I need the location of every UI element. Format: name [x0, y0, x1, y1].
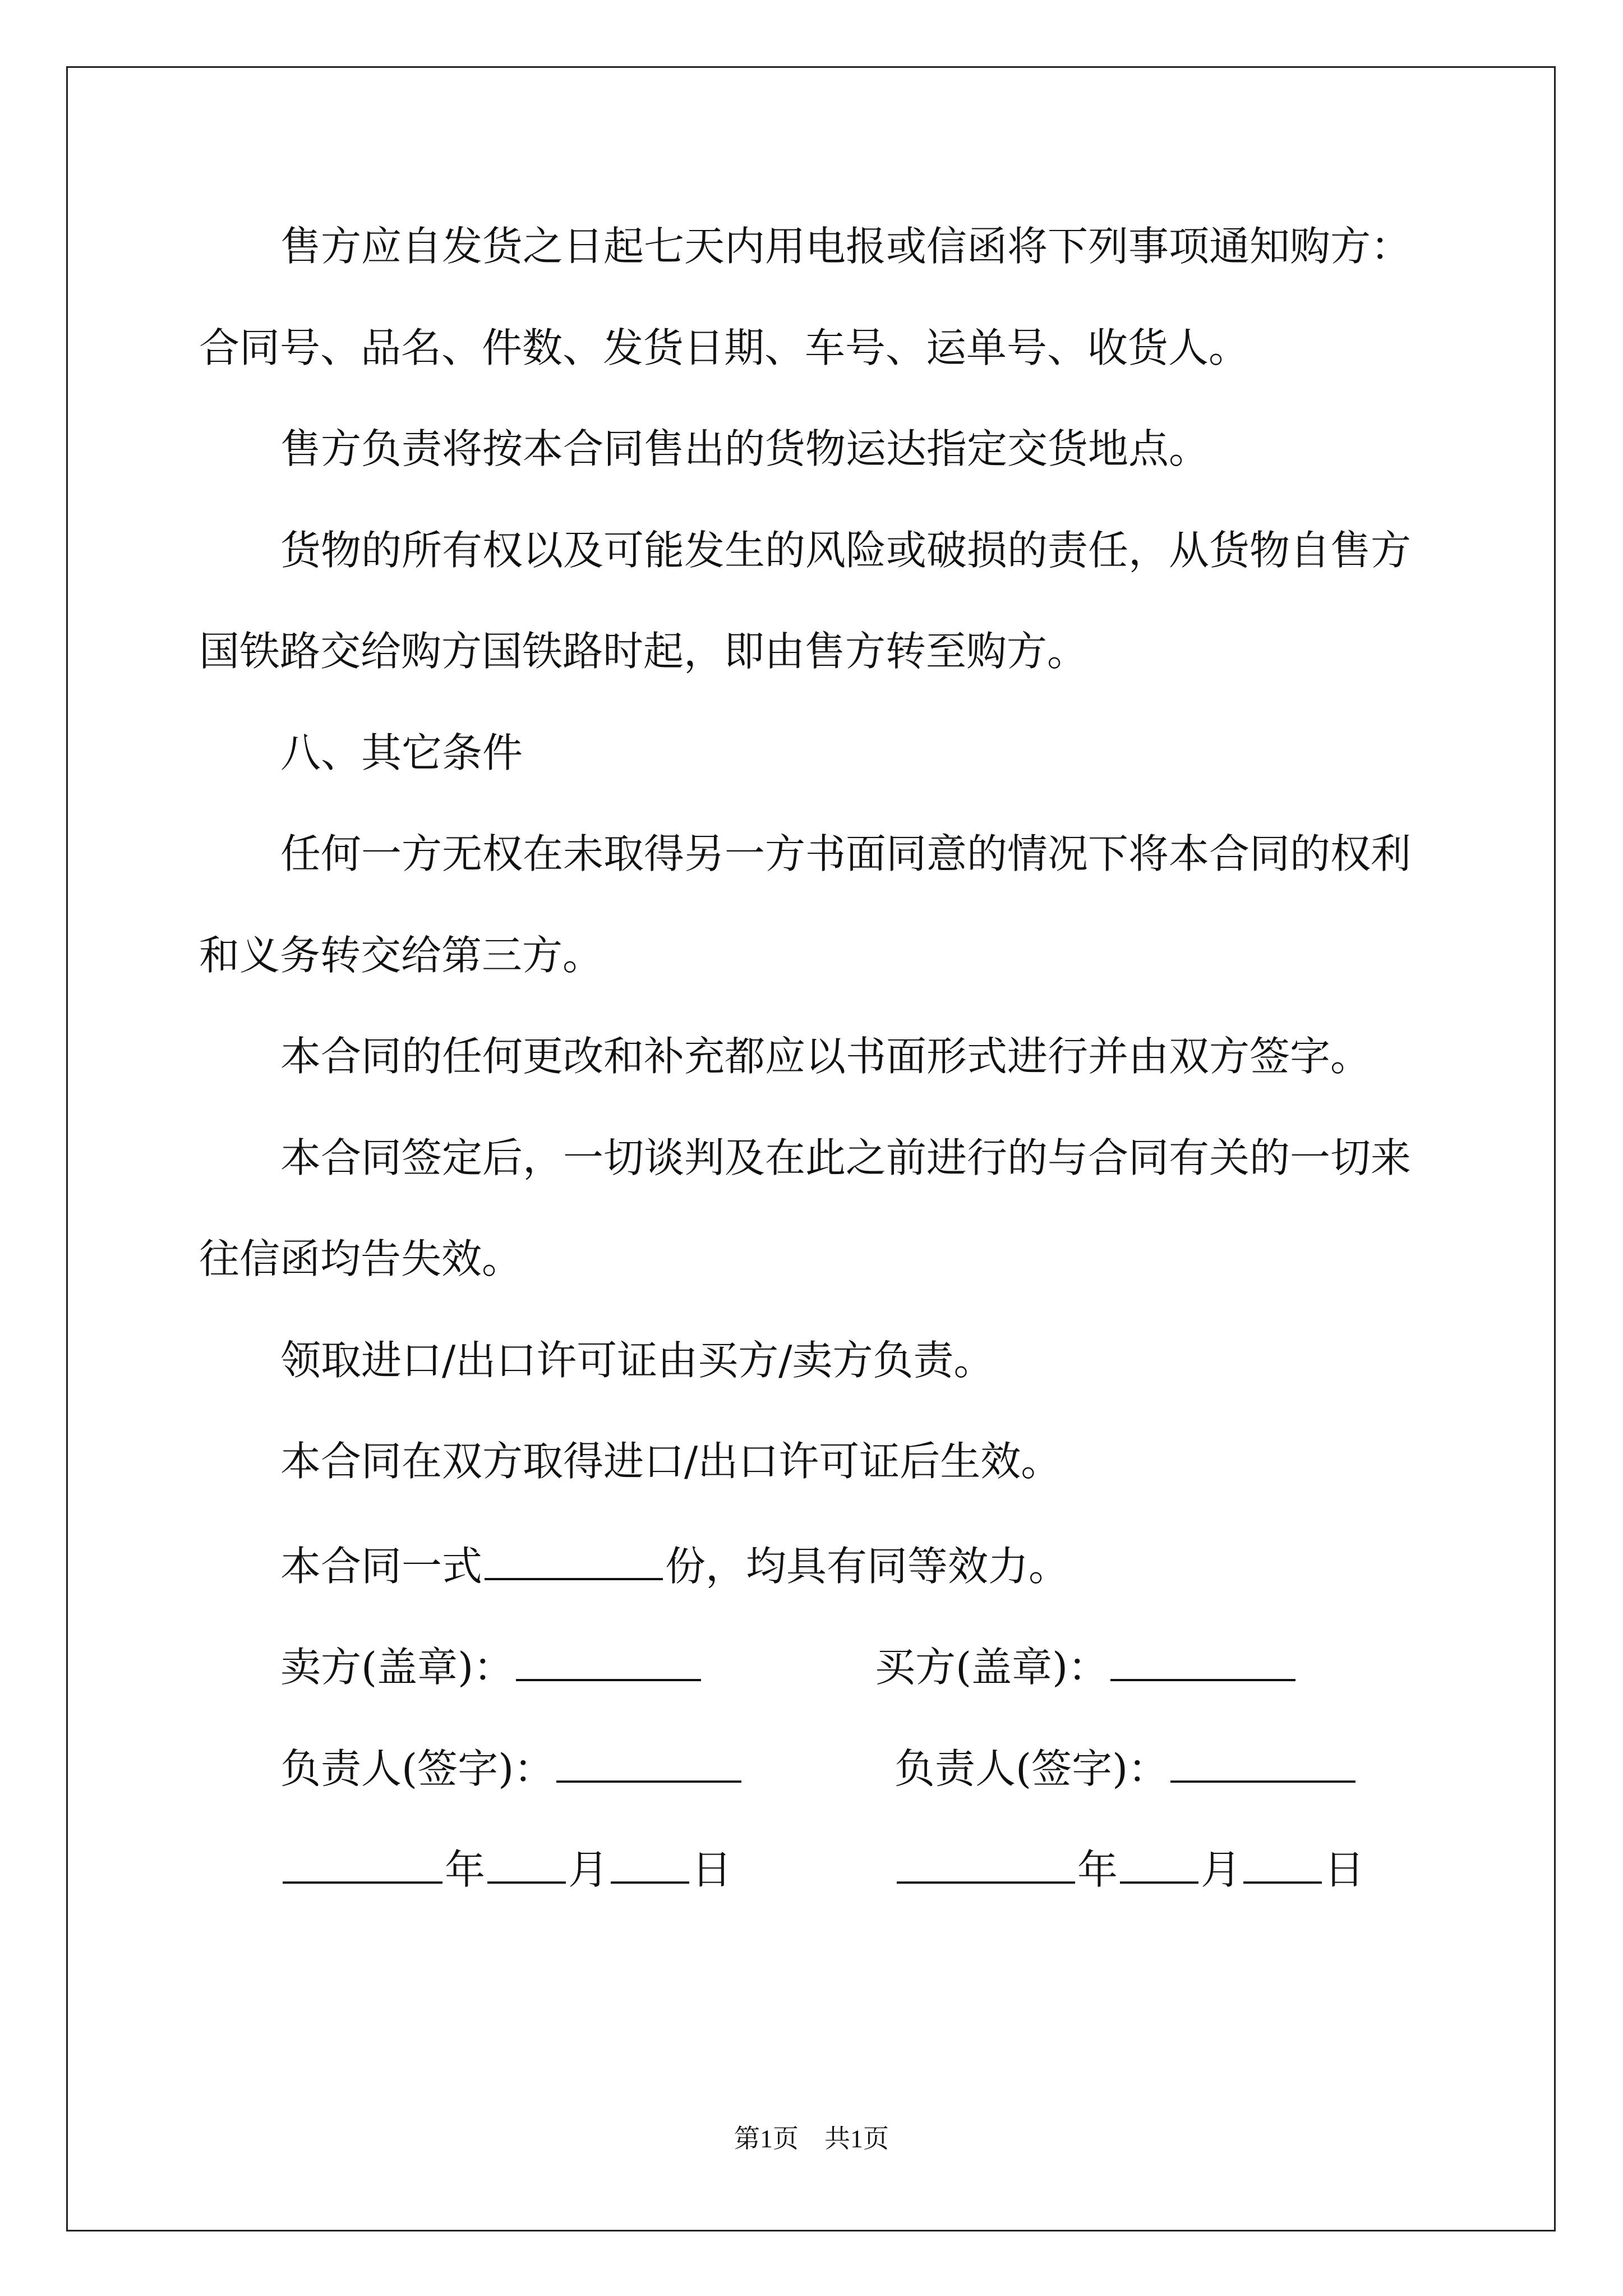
- year-label: 年: [445, 1846, 486, 1893]
- copies-blank: [485, 1542, 663, 1580]
- day-label: 日: [691, 1846, 732, 1893]
- seller-person-blank: [556, 1745, 741, 1783]
- paragraph: 本合同签定后，一切谈判及在此之前进行的与合同有关的一切来: [280, 1134, 1412, 1181]
- paragraph: 往信函均告失效。: [199, 1235, 523, 1282]
- buyer-seal-label: 买方(盖章)：: [875, 1644, 1109, 1691]
- paragraph: 售方应自发货之日起七天内用电报或信函将下列事项通知购方：: [280, 223, 1412, 270]
- paragraph: 领取进口/出口许可证由买方/卖方负责。: [280, 1337, 994, 1384]
- month-label: 月: [1201, 1846, 1242, 1893]
- buyer-seal-blank: [1110, 1643, 1295, 1681]
- copies-clause: [280, 1542, 1514, 1590]
- section-heading: 八、其它条件: [280, 729, 523, 776]
- paragraph: 本合同在双方取得进口/出口许可证后生效。: [280, 1438, 1062, 1485]
- month-label: 月: [568, 1846, 609, 1893]
- year-blank: [897, 1846, 1075, 1884]
- page-footer: 第1页 共1页: [734, 2124, 889, 2153]
- paragraph: 国铁路交给购方国铁路时起，即由售方转至购方。: [199, 628, 1088, 675]
- buyer-person-blank: [1170, 1745, 1355, 1783]
- month-blank: [1120, 1846, 1198, 1884]
- year-label: 年: [1077, 1846, 1118, 1893]
- buyer-person-label: 负责人(签字)：: [895, 1745, 1169, 1792]
- buyer-person-line: [895, 1745, 1358, 1792]
- paragraph: 售方负责将按本合同售出的货物运达指定交货地点。: [280, 425, 1210, 472]
- paragraph: 任何一方无权在未取得另一方书面同意的情况下将本合同的权利: [280, 830, 1412, 877]
- buyer-date-line: [895, 1846, 1365, 1893]
- paragraph: 合同号、品名、件数、发货日期、车号、运单号、收货人。: [199, 324, 1249, 371]
- day-blank: [1243, 1846, 1322, 1884]
- day-label: 日: [1324, 1846, 1365, 1893]
- day-blank: [611, 1846, 689, 1884]
- seller-seal-blank: [516, 1643, 701, 1681]
- paragraph: 货物的所有权以及可能发生的风险或破损的责任，从货物自售方: [280, 527, 1412, 574]
- paragraph: 和义务转交给第三方。: [199, 932, 603, 979]
- seller-person-line: [280, 1745, 744, 1792]
- seller-seal-label: 卖方(盖章)：: [280, 1644, 514, 1691]
- month-blank: [487, 1846, 566, 1884]
- seller-person-label: 负责人(签字)：: [280, 1745, 555, 1792]
- year-blank: [283, 1846, 442, 1884]
- copies-prefix: 本合同一式: [280, 1543, 483, 1590]
- copies-suffix: 份，均具有同等效力。: [665, 1543, 1069, 1590]
- buyer-seal-line: [875, 1643, 1298, 1691]
- seller-date-line: [280, 1846, 732, 1893]
- seller-seal-line: [280, 1643, 703, 1691]
- paragraph: 本合同的任何更改和补充都应以书面形式进行并由双方签字。: [280, 1033, 1371, 1080]
